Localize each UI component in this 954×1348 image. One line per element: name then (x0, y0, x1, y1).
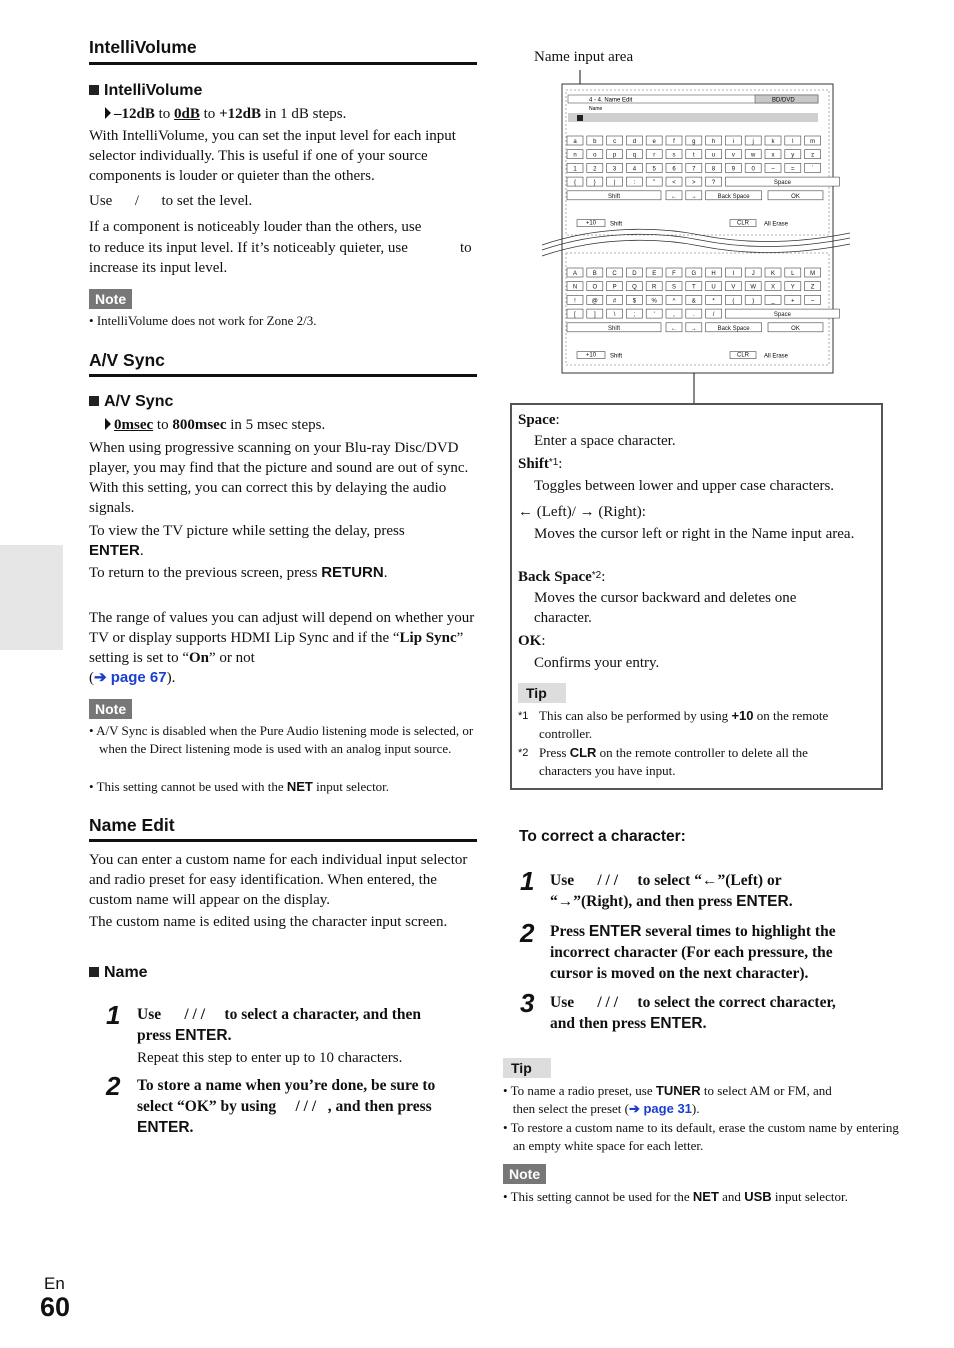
avsync-paragraph-1: When using progressive scanning on your Blu-ray Disc/DVD player, you may find that the picture and sound are out of sync. With this setting, you can correct this by delaying the audio signals. (89, 440, 469, 516)
back-space-key (706, 323, 762, 332)
name-step-1-note: Repeat this step to enter up to 10 characters. (137, 1050, 403, 1066)
svg-text:*: * (712, 298, 715, 305)
char-key (666, 163, 682, 172)
svg-text:4: 4 (632, 166, 637, 173)
svg-text:C: C (612, 271, 617, 277)
char-key (646, 268, 662, 277)
svg-text:p: p (612, 152, 617, 159)
char-key (666, 309, 682, 318)
svg-text:m: m (810, 139, 816, 145)
svg-text:<: < (672, 180, 676, 187)
avsync-range: 0msec to 800msec in 5 msec steps. (105, 415, 325, 435)
svg-text:%: % (651, 298, 657, 305)
footnote-1: This can also be performed by using +10 on the remote controller. (539, 708, 829, 741)
svg-text:!: ! (574, 298, 576, 305)
svg-text:Back Space: Back Space (717, 325, 750, 332)
svg-text:OK: OK (791, 193, 800, 200)
char-key (686, 150, 702, 159)
svg-text:h: h (711, 139, 716, 145)
svg-text:_: _ (771, 298, 775, 305)
svg-text:w: w (751, 152, 756, 159)
left-arrow-key (666, 323, 682, 332)
svg-text:S: S (671, 284, 677, 291)
footnote-2: Press CLR on the remote controller to delete all the characters you have input. (539, 745, 808, 778)
step-number: 2 (520, 918, 535, 948)
name-step-2: To store a name when you’re done, be sure to select “OK” by using / / / , and then press ENTER. (137, 1077, 436, 1136)
svg-text:Z: Z (810, 284, 815, 291)
char-key (686, 295, 702, 304)
svg-text:.: . (692, 312, 695, 319)
ok-key (768, 191, 823, 200)
svg-text:?: ? (711, 180, 716, 187)
note-label: Note (89, 699, 132, 719)
correct-step-2: Press ENTER several times to highlight the incorrect character (For each pressure, the cursor is moved on the next character). (550, 923, 836, 982)
char-key (567, 136, 583, 145)
char-key (765, 163, 781, 172)
char-key (626, 150, 642, 159)
tip-label: Tip (518, 683, 566, 703)
svg-text:D: D (632, 271, 637, 277)
step-number: 2 (106, 1071, 121, 1101)
svg-text:8: 8 (711, 166, 716, 173)
char-key (725, 295, 741, 304)
svg-text:9: 9 (731, 166, 736, 173)
char-key (805, 150, 821, 159)
char-key (745, 268, 761, 277)
name-step-1: Use / / / to select a character, and then press ENTER. (137, 1006, 421, 1044)
svg-text:CLR: CLR (736, 220, 750, 227)
svg-text:CLR: CLR (736, 352, 750, 359)
svg-text:$: $ (632, 298, 637, 305)
language-label: En (44, 1274, 65, 1293)
svg-text:Space: Space (773, 312, 791, 319)
char-key (706, 295, 722, 304)
char-key (607, 282, 623, 291)
svg-text:R: R (652, 284, 657, 291)
svg-text:Back Space: Back Space (717, 193, 750, 200)
char-key (805, 268, 821, 277)
legend-arrow-term: ← (Left)/ → (Right): (518, 504, 646, 520)
svg-text:g: g (692, 139, 696, 145)
intellivolume-paragraph-3d: increase its input level. (89, 260, 228, 276)
svg-text:=: = (791, 166, 795, 173)
svg-text:H: H (711, 271, 716, 277)
char-key (706, 163, 722, 172)
tip-label: Tip (503, 1058, 551, 1078)
char-key (646, 177, 662, 186)
char-key (706, 309, 722, 318)
svg-text:←: ← (671, 325, 677, 332)
heading-rule (89, 374, 477, 377)
legend-arrow-desc: Moves the cursor left or right in the Name input area. (534, 526, 855, 542)
char-key (587, 136, 603, 145)
svg-text:←: ← (671, 193, 677, 200)
char-key (587, 295, 603, 304)
ok-key (768, 323, 823, 332)
svg-text:+: + (791, 298, 795, 305)
avsync-subheading: A/V Sync (89, 393, 173, 411)
svg-text:i: i (732, 139, 735, 145)
figure-title: 4 - 4. Name Edit (589, 97, 633, 104)
tip-2: • To restore a custom name to its default, erase the custom name by entering an empty white space for each letter. (503, 1120, 899, 1153)
char-key (666, 282, 682, 291)
intellivolume-paragraph-1: With IntelliVolume, you can set the input level for each input selector individually. This is useful if one of your source components is louder or quieter than the others. (89, 128, 456, 184)
svg-text:}: } (593, 180, 596, 187)
char-key (607, 177, 623, 186)
char-key (626, 295, 642, 304)
char-key (607, 163, 623, 172)
svg-text:@: @ (591, 298, 598, 305)
svg-text:u: u (711, 152, 716, 159)
char-key (745, 295, 761, 304)
char-key (725, 150, 741, 159)
char-key (745, 163, 761, 172)
char-key (567, 177, 583, 186)
intellivolume-paragraph-2: Use / to set the level. (89, 193, 253, 209)
intellivolume-paragraph-3a: If a component is noticeably louder than the others, use (89, 219, 422, 235)
svg-text:): ) (752, 298, 755, 305)
svg-text:O: O (592, 284, 598, 291)
svg-text:>: > (692, 180, 696, 187)
char-key (587, 150, 603, 159)
svg-text:&: & (691, 298, 696, 305)
intellivolume-subheading: IntelliVolume (89, 82, 202, 100)
char-key (666, 150, 682, 159)
svg-text:v: v (731, 152, 735, 159)
svg-text:y: y (791, 152, 795, 159)
svg-text:W: W (750, 284, 757, 291)
char-key (745, 136, 761, 145)
footnote-marker: *1 (518, 710, 529, 722)
legend-space-term: Space: (518, 412, 560, 428)
char-key (785, 268, 801, 277)
char-key (607, 309, 623, 318)
avsync-note-1: • A/V Sync is disabled when the Pure Audio listening mode is selected, or when the Direct listening mode is used with an analog input source. (89, 723, 474, 756)
char-key (725, 268, 741, 277)
char-key (725, 163, 741, 172)
back-space-key (706, 191, 762, 200)
char-key (745, 150, 761, 159)
svg-text:X: X (770, 284, 776, 291)
svg-text:o: o (593, 152, 597, 159)
char-key (686, 282, 702, 291)
svg-text:F: F (672, 271, 676, 277)
svg-text:c: c (613, 139, 617, 145)
figure-name-label: Name (589, 106, 603, 112)
shift-key (567, 191, 661, 200)
char-key (706, 268, 722, 277)
page-number: 60 (40, 1292, 71, 1322)
svg-text:|: | (613, 180, 616, 187)
svg-text:k: k (771, 139, 775, 145)
char-key (765, 136, 781, 145)
char-key (785, 136, 801, 145)
footnote-marker: *2 (518, 747, 529, 759)
svg-text:→: → (690, 193, 697, 200)
heading-rule (89, 62, 477, 65)
nameedit-heading: Name Edit (89, 815, 175, 835)
step-number: 1 (520, 866, 535, 896)
plus10-key (577, 220, 605, 227)
svg-text:J: J (751, 271, 755, 277)
char-key (646, 163, 662, 172)
svg-text:2: 2 (593, 166, 597, 173)
char-key (706, 177, 722, 186)
svg-text:M: M (810, 271, 816, 277)
note-label: Note (503, 1164, 546, 1184)
plus10-key (577, 352, 605, 359)
shift-hint: Shift (610, 353, 623, 360)
char-key (805, 282, 821, 291)
char-key (646, 295, 662, 304)
char-key (686, 177, 702, 186)
tip-1: • To name a radio preset, use TUNER to select AM or FM, and then select the preset (➔ page 31). (503, 1083, 832, 1116)
svg-text:^: ^ (672, 298, 676, 305)
svg-text:`: ` (811, 166, 814, 173)
char-key (745, 282, 761, 291)
svg-text:N: N (572, 284, 578, 291)
nameedit-paragraph-2: The custom name is edited using the character input screen. (89, 914, 448, 930)
char-key (587, 177, 603, 186)
svg-text:A: A (572, 271, 578, 277)
section-tab (0, 545, 63, 650)
char-key (666, 295, 682, 304)
intellivolume-paragraph-3c: to (460, 240, 472, 256)
svg-text:d: d (632, 139, 637, 145)
svg-text:,: , (673, 312, 675, 319)
svg-text:r: r (653, 152, 656, 159)
char-key (646, 150, 662, 159)
step-number: 3 (520, 988, 535, 1018)
svg-text:t: t (692, 152, 695, 159)
svg-text:+10: +10 (585, 352, 597, 359)
char-key (587, 268, 603, 277)
note-label: Note (89, 289, 132, 309)
step-number: 1 (106, 1000, 121, 1030)
correct-note: • This setting cannot be used for the NET and USB input selector. (503, 1189, 848, 1204)
char-key (646, 136, 662, 145)
char-key (706, 150, 722, 159)
legend-shift-desc: Toggles between lower and upper case characters. (534, 478, 835, 494)
figure-caption: Name input area (534, 49, 634, 65)
svg-text:[: [ (574, 312, 576, 319)
svg-text:B: B (592, 271, 597, 277)
char-key (607, 268, 623, 277)
svg-text:Y: Y (790, 284, 795, 291)
svg-text:{: { (573, 180, 577, 187)
char-key (765, 295, 781, 304)
char-key (567, 282, 583, 291)
char-key (706, 136, 722, 145)
svg-text:e: e (652, 139, 656, 145)
all-erase-hint: All Erase (764, 221, 789, 228)
avsync-heading: A/V Sync (89, 350, 165, 370)
svg-text:Space: Space (773, 180, 791, 187)
intellivolume-paragraph-3b: to reduce its input level. If it’s noticeably quieter, use (89, 240, 408, 256)
svg-text:U: U (711, 284, 716, 291)
char-key (686, 163, 702, 172)
svg-text:Shift: Shift (607, 193, 621, 200)
char-key (785, 150, 801, 159)
svg-text:K: K (770, 271, 776, 277)
svg-text:b: b (593, 139, 597, 145)
char-key (587, 309, 603, 318)
space-key (725, 177, 839, 186)
svg-text:(: ( (732, 298, 735, 305)
right-arrow-key (686, 191, 702, 200)
svg-text::: : (633, 180, 636, 187)
svg-text:7: 7 (692, 166, 696, 173)
avsync-paragraph-3: To return to the previous screen, press RETURN. (89, 564, 388, 581)
svg-text:z: z (811, 152, 815, 159)
svg-text:]: ] (593, 312, 596, 319)
svg-text:~: ~ (810, 298, 815, 305)
char-key (646, 282, 662, 291)
char-key (626, 177, 642, 186)
char-key (785, 282, 801, 291)
char-key (805, 295, 821, 304)
char-key (646, 309, 662, 318)
char-key (567, 268, 583, 277)
intellivolume-note: • IntelliVolume does not work for Zone 2/3. (89, 313, 317, 328)
avsync-note-2: • This setting cannot be used with the NET input selector. (89, 779, 390, 794)
char-key (765, 150, 781, 159)
svg-text:3: 3 (612, 166, 617, 173)
svg-text:\: \ (613, 312, 616, 319)
svg-text:5: 5 (652, 166, 656, 173)
svg-text:': ' (653, 312, 655, 319)
char-key (785, 163, 801, 172)
char-key (666, 268, 682, 277)
figure-source: BD/DVD (772, 97, 795, 104)
svg-text:I: I (732, 271, 735, 277)
svg-text:Shift: Shift (607, 325, 621, 332)
svg-text:n: n (573, 152, 577, 159)
char-key (765, 282, 781, 291)
char-key (607, 136, 623, 145)
legend-ok-desc: Confirms your entry. (534, 655, 660, 671)
svg-text:0: 0 (751, 166, 755, 173)
intellivolume-range: –12dB to 0dB to +12dB in 1 dB steps. (105, 104, 346, 124)
svg-text:6: 6 (672, 166, 676, 173)
page-67-link[interactable]: ➔ page 67 (94, 669, 167, 686)
char-key (725, 282, 741, 291)
char-key (686, 268, 702, 277)
char-key (785, 295, 801, 304)
all-erase-hint: All Erase (764, 353, 789, 360)
svg-text:": " (653, 180, 656, 187)
legend-ok-term: OK: (518, 633, 546, 649)
legend-backspace-desc: Moves the cursor backward and deletes one character. (534, 590, 797, 626)
avsync-paragraph-4: The range of values you can adjust will depend on whether your TV or display supports HDMI Lip Sync and if the “Lip Sync” setting is set to “On” or not (➔ page 67). (89, 610, 475, 686)
page-31-link[interactable]: ➔ page 31 (628, 1101, 692, 1116)
char-key (805, 163, 821, 172)
svg-text:T: T (691, 284, 696, 291)
char-key (567, 163, 583, 172)
char-key (805, 136, 821, 145)
svg-text:;: ; (633, 312, 636, 319)
name-subheading: Name (89, 964, 148, 982)
clr-key (730, 352, 756, 359)
char-key (666, 177, 682, 186)
svg-text:L: L (791, 271, 795, 277)
char-key (626, 163, 642, 172)
right-arrow-key (686, 323, 702, 332)
char-key (587, 282, 603, 291)
char-key (626, 136, 642, 145)
char-key (626, 282, 642, 291)
svg-text:l: l (792, 139, 794, 145)
svg-text:Q: Q (632, 284, 637, 291)
svg-text:OK: OK (791, 325, 800, 332)
char-key (725, 136, 741, 145)
svg-text:q: q (632, 152, 637, 159)
nameedit-paragraph-1: You can enter a custom name for each individual input selector and radio preset for easy identification. When entered, the custom name will appear on the display. (89, 852, 468, 908)
intellivolume-heading: IntelliVolume (89, 37, 197, 57)
svg-text:G: G (691, 271, 697, 277)
char-key (666, 136, 682, 145)
correct-heading: To correct a character: (519, 828, 686, 845)
svg-text:x: x (771, 152, 775, 159)
svg-text:→: → (690, 325, 697, 332)
svg-text:j: j (752, 139, 754, 145)
svg-text:1: 1 (573, 166, 577, 173)
legend-shift-term: Shift$^{*1}$: (518, 456, 563, 472)
legend-space-desc: Enter a space character. (534, 433, 676, 449)
char-key (626, 309, 642, 318)
char-key (765, 268, 781, 277)
avsync-paragraph-2: To view the TV picture while setting the delay, press ENTER. (89, 523, 405, 559)
shift-key (567, 323, 661, 332)
char-key (567, 309, 583, 318)
svg-text:P: P (612, 284, 617, 291)
svg-text:V: V (731, 284, 736, 291)
space-key (725, 309, 839, 318)
svg-text:s: s (672, 152, 676, 159)
heading-rule (89, 839, 477, 842)
char-key (706, 282, 722, 291)
char-key (567, 150, 583, 159)
svg-text:#: # (612, 298, 617, 305)
name-input-figure (540, 60, 860, 405)
shift-hint: Shift (610, 221, 623, 228)
char-key (607, 150, 623, 159)
correct-step-1: Use / / / to select “←”(Left) or “→”(Right), and then press ENTER. (550, 872, 793, 910)
char-key (686, 309, 702, 318)
char-key (567, 295, 583, 304)
clr-key (730, 220, 756, 227)
char-key (686, 136, 702, 145)
svg-text:E: E (652, 271, 657, 277)
left-arrow-key (666, 191, 682, 200)
char-key (626, 268, 642, 277)
char-key (587, 163, 603, 172)
correct-step-3: Use / / / to select the correct character, and then press ENTER. (550, 994, 836, 1032)
svg-text:/: / (712, 312, 715, 319)
svg-text:a: a (573, 139, 577, 145)
svg-text:f: f (673, 139, 675, 145)
svg-text:–: – (771, 166, 775, 173)
char-key (607, 295, 623, 304)
svg-text:+10: +10 (585, 220, 597, 227)
legend-backspace-term: Back Space$^{*2}$: (518, 569, 606, 585)
